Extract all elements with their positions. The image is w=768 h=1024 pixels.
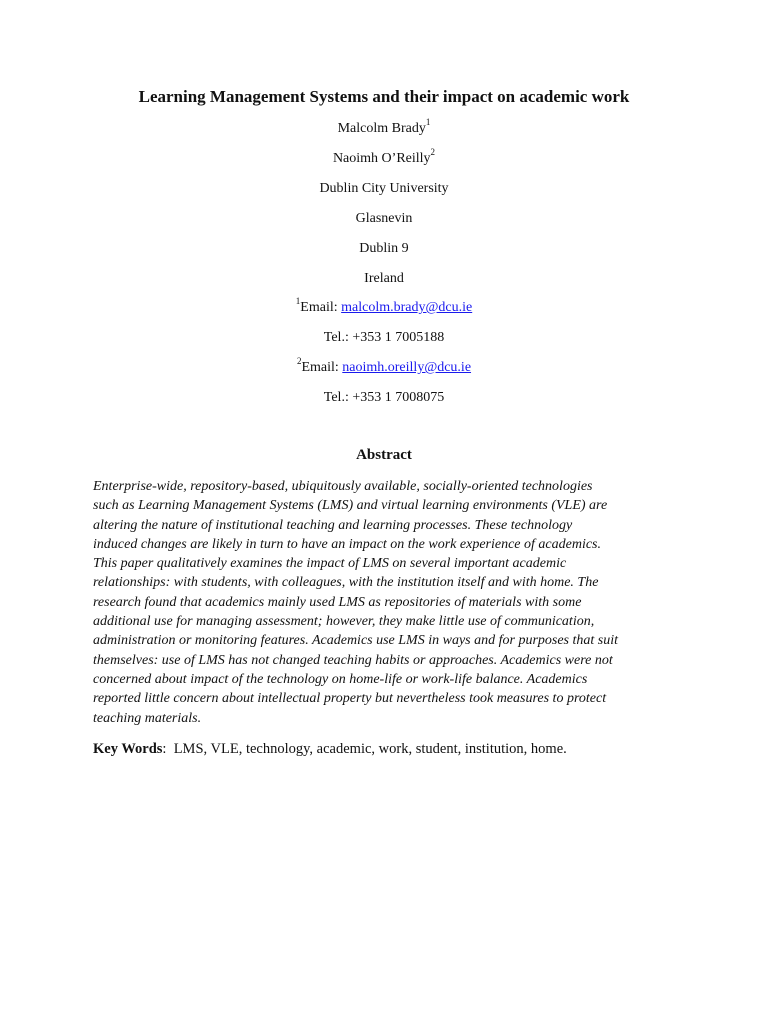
abstract-line: relationships: with students, with colleagues, with the institution itself and with home. The xyxy=(93,575,599,591)
abstract-line: teaching materials. xyxy=(93,710,202,726)
affiliation-country: Ireland xyxy=(364,271,404,286)
abstract-line: such as Learning Management Systems (LMS) and virtual learning environments (VLE) are xyxy=(93,498,608,514)
abstract-line: reported little concern about intellectual property but nevertheless took measures to protect xyxy=(93,691,607,707)
affiliation-area: Glasnevin xyxy=(355,211,413,226)
contact-2-email-line xyxy=(0,356,768,377)
abstract-line: altering the nature of institutional teaching and learning processes. These technology xyxy=(93,517,573,533)
author-1-name: Malcolm Brady xyxy=(337,121,426,136)
contact-1-email-link[interactable]: malcolm.brady@dcu.ie xyxy=(341,300,473,315)
author-1 xyxy=(0,117,768,138)
contact-1-email-line xyxy=(0,296,768,317)
abstract-line: administration or monitoring features. Academics use LMS in ways and for purposes that suit xyxy=(93,633,619,649)
keywords-label: Key Words xyxy=(93,741,163,757)
affiliation-city: Dublin 9 xyxy=(359,241,409,256)
abstract-line: concerned about impact of the technology on home-life or work-life balance. Academics xyxy=(93,671,588,687)
abstract-line: additional use for managing assessment; however, they make little use of communication, xyxy=(93,614,595,630)
abstract-heading: Abstract xyxy=(356,447,412,463)
contact-1-email-label: Email: xyxy=(300,300,342,315)
contact-2-tel: Tel.: +353 1 7008075 xyxy=(323,390,445,405)
keywords-separator: : xyxy=(162,741,174,757)
author-2 xyxy=(0,147,768,168)
author-2-name: Naoimh O’Reilly xyxy=(332,151,431,166)
contact-2-email-label: Email: xyxy=(301,360,343,375)
contact-1-sup: 1 xyxy=(295,296,301,307)
author-2-sup: 2 xyxy=(430,147,436,158)
contact-2-sup: 2 xyxy=(296,356,302,367)
abstract-line: This paper qualitatively examines the impact of LMS on several important academic xyxy=(93,556,567,572)
keywords xyxy=(93,740,683,759)
contact-1-tel: Tel.: +353 1 7005188 xyxy=(323,330,445,345)
author-1-sup: 1 xyxy=(425,117,431,128)
abstract-line: research found that academics mainly used LMS as repositories of materials with some xyxy=(93,594,582,610)
contact-2-email-link[interactable]: naoimh.oreilly@dcu.ie xyxy=(342,360,472,375)
abstract-line: induced changes are likely in turn to have an impact on the work experience of academics. xyxy=(93,536,601,552)
abstract-body xyxy=(93,477,683,728)
affiliation-university: Dublin City University xyxy=(319,181,449,196)
abstract-line: themselves: use of LMS has not changed teaching habits or approaches. Academics were not xyxy=(93,652,613,668)
keywords-text: LMS, VLE, technology, academic, work, student, institution, home. xyxy=(173,741,567,757)
abstract-line: Enterprise-wide, repository-based, ubiquitously available, socially-oriented technologies xyxy=(93,479,593,494)
paper-title: Learning Management Systems and their impact on academic work xyxy=(138,87,630,106)
